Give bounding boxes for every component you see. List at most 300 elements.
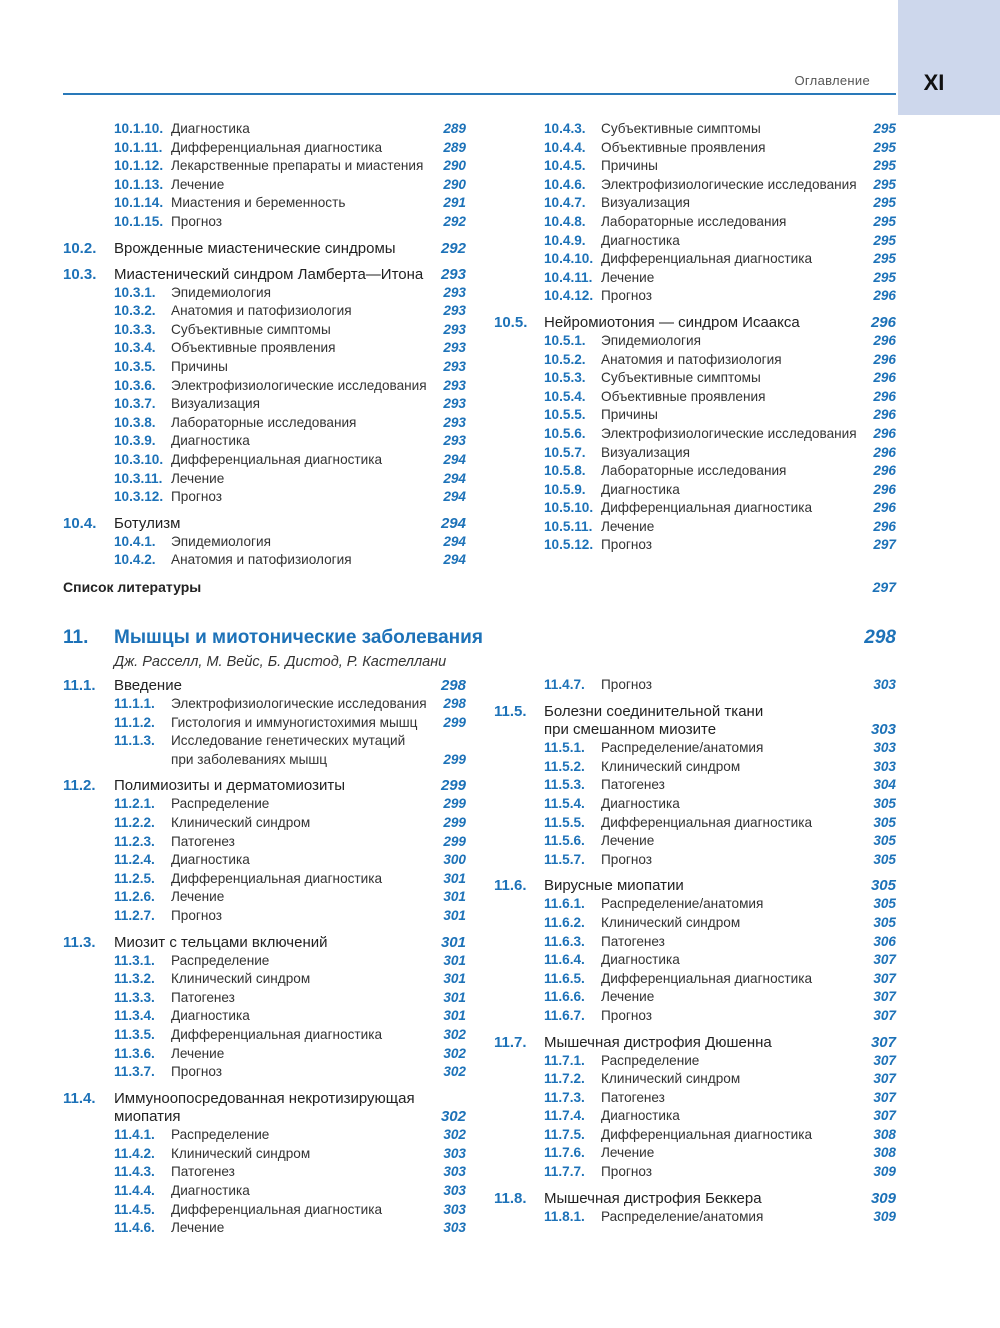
toc-entry-number: 11.6.3. [544, 933, 585, 949]
toc-entry-number: 10.5. [494, 313, 528, 331]
toc-entry-title: Причины [601, 158, 658, 174]
toc-entry-row[interactable] [63, 1219, 468, 1238]
toc-entry-row[interactable] [494, 1089, 896, 1108]
toc-entry-row[interactable] [494, 1144, 896, 1163]
toc-entry-row[interactable] [494, 369, 896, 388]
toc-entry-row[interactable] [494, 444, 896, 463]
toc-entry-page: 302 [443, 1026, 466, 1042]
toc-entry-title: Прогноз [171, 213, 222, 229]
toc-entry-row[interactable] [494, 194, 896, 213]
toc-entry-row[interactable] [63, 213, 468, 232]
toc-entry-page: 296 [873, 500, 896, 516]
toc-entry-row[interactable] [63, 1126, 468, 1145]
toc-entry-number: 10.3. [63, 265, 97, 283]
toc-entry-number: 10.3.8. [114, 414, 156, 430]
toc-entry-row[interactable] [63, 1145, 468, 1164]
toc-entry-page: 308 [873, 1145, 896, 1161]
toc-entry-number: 10.3.4. [114, 340, 156, 356]
toc-entry-title: Диагностика [171, 1183, 250, 1199]
toc-entry-title: Дифференциальная диагностика [171, 1201, 383, 1217]
toc-entry-title: Дифференциальная диагностика [171, 1026, 383, 1042]
header-rule [63, 93, 896, 95]
toc-entry-number: 10.4.3. [544, 121, 586, 136]
toc-entry-number: 11.6.2. [544, 914, 585, 930]
toc-entry-page: 303 [443, 1183, 466, 1199]
toc-entry-page: 295 [873, 158, 896, 174]
toc-entry-title: Субъективные симптомы [601, 370, 761, 386]
toc-entry-title: Лечение [171, 470, 225, 486]
running-header: Оглавление [794, 73, 870, 88]
toc-entry-row[interactable] [63, 302, 468, 321]
toc-entry-title: Прогноз [601, 288, 652, 304]
toc-entry-row[interactable] [494, 851, 896, 870]
toc-entry-number: 10.3.10. [114, 451, 164, 467]
toc-entry-number: 11.2.3. [114, 833, 155, 849]
toc-entry-row[interactable] [494, 721, 896, 740]
toc-entry-row[interactable] [494, 832, 896, 851]
toc-entry-title: Клинический синдром [601, 914, 741, 930]
toc-entry-title: Субъективные симптомы [171, 321, 331, 337]
toc-entry-row[interactable] [494, 139, 896, 158]
toc-entry-number: 10.3.11. [114, 470, 163, 486]
toc-entry-title: Прогноз [171, 907, 222, 923]
toc-entry-row[interactable] [63, 533, 468, 552]
toc-entry-page: 296 [873, 288, 896, 304]
toc-entry-page: 294 [443, 533, 466, 549]
toc-entry-title: Мышечная дистрофия Беккера [544, 1189, 762, 1207]
toc-entry-row[interactable] [494, 232, 896, 251]
toc-entry-number: 10.5.12. [544, 537, 594, 553]
toc-entry-row[interactable] [494, 739, 896, 758]
toc-entry-row[interactable] [494, 1107, 896, 1126]
toc-entry-number: 10.5.2. [544, 351, 586, 367]
toc-entry-row[interactable] [63, 176, 468, 195]
toc-entry-title: Нейромиотония — синдром Исаакса [544, 313, 800, 331]
toc-entry-row[interactable] [494, 795, 896, 814]
toc-entry-number: 10.4.11. [544, 269, 593, 285]
toc-entry-title: Диагностика [171, 121, 250, 136]
toc-entry-row[interactable] [63, 1163, 468, 1182]
toc-entry-page: 293 [443, 321, 466, 337]
toc-entry-title: Вирусные миопатии [544, 877, 684, 895]
toc-entry-title: Прогноз [171, 1064, 222, 1080]
toc-entry-title: Болезни соединительной ткани [544, 702, 764, 720]
toc-entry-row[interactable] [494, 1007, 896, 1026]
toc-entry-page: 295 [873, 251, 896, 267]
toc-entry-row[interactable] [63, 814, 468, 833]
toc-entry-number: 11.5.7. [544, 851, 585, 867]
toc-entry-number: 11.6. [494, 877, 527, 895]
toc-entry-number: 10.5.5. [544, 407, 586, 423]
toc-entry-page: 292 [440, 239, 466, 257]
toc-section-row[interactable] [63, 265, 468, 284]
toc-entry-row[interactable] [63, 194, 468, 213]
toc-entry-page: 294 [440, 514, 466, 532]
toc-entry-row[interactable] [494, 406, 896, 425]
toc-entry-page: 298 [440, 677, 466, 694]
toc-entry-title: Диагностика [601, 232, 680, 248]
toc-entry-title: Анатомия и патофизиология [601, 351, 782, 367]
page-number-tab [898, 0, 1000, 115]
toc-entry-title: Дифференциальная диагностика [601, 814, 813, 830]
toc-entry-number: 10.3.6. [114, 377, 156, 393]
toc-entry-row[interactable] [63, 1182, 468, 1201]
toc-entry-page: 302 [443, 1045, 466, 1061]
toc-section-row[interactable] [63, 514, 468, 533]
toc-entry-title: Клинический синдром [601, 758, 741, 774]
toc-entry-page: 305 [873, 795, 896, 811]
toc-entry-number: 10.5.4. [544, 388, 586, 404]
chapter-page[interactable]: 298 [864, 627, 896, 648]
toc-entry-number: 10.4.7. [544, 195, 586, 211]
toc-entry-title: Лечение [171, 889, 225, 905]
toc-entry-row[interactable] [63, 414, 468, 433]
toc-entry-number: 10.3.2. [114, 303, 156, 319]
toc-entry-title: Лабораторные исследования [601, 463, 787, 479]
toc-entry-title: Лечение [601, 269, 655, 285]
toc-entry-title: Патогенез [601, 777, 665, 793]
toc-entry-row[interactable] [63, 321, 468, 340]
toc-entry-row[interactable] [63, 907, 468, 926]
toc-entry-title: Дифференциальная диагностика [601, 970, 813, 986]
toc-entry-row[interactable] [63, 1201, 468, 1220]
toc-entry-title: Лечение [601, 833, 655, 849]
toc-entry-title: Клинический синдром [171, 971, 311, 987]
toc-entry-page: 305 [873, 833, 896, 849]
toc-entry-page: 301 [443, 870, 466, 886]
toc-bottom-right-column [494, 676, 896, 1226]
toc-entry-row[interactable] [494, 933, 896, 952]
toc-section-row[interactable] [63, 1089, 468, 1108]
toc-entry-row[interactable] [494, 1163, 896, 1182]
toc-entry-page: 293 [440, 265, 466, 283]
toc-section-row[interactable] [494, 1189, 896, 1208]
toc-entry-title: Клинический синдром [601, 1071, 741, 1087]
toc-entry-row[interactable] [63, 1045, 468, 1064]
toc-entry-title: Гистология и иммуногистохимия мышц [171, 714, 418, 730]
toc-entry-page: 305 [873, 814, 896, 830]
toc-entry-page: 293 [443, 414, 466, 430]
toc-entry-page: 302 [443, 1127, 466, 1143]
toc-entry-title: при заболеваниях мышц [171, 751, 328, 767]
toc-entry-number: 11.3.5. [114, 1026, 155, 1042]
toc-entry-row[interactable] [494, 287, 896, 306]
toc-entry-number: 11.2.7. [114, 907, 155, 923]
toc-entry-title: Дифференциальная диагностика [171, 870, 383, 886]
toc-entry-number: 11.1.2. [114, 714, 155, 730]
toc-entry-row[interactable] [63, 833, 468, 852]
toc-entry-page: 293 [443, 358, 466, 374]
toc-entry-page: 293 [443, 433, 466, 449]
toc-entry-number: 10.4.10. [544, 251, 594, 267]
toc-entry-row[interactable] [63, 157, 468, 176]
toc-entry-title: Визуализация [171, 396, 261, 412]
toc-entry-page: 296 [873, 332, 896, 348]
toc-entry-row[interactable] [63, 795, 468, 814]
toc-entry-title: Патогенез [601, 933, 665, 949]
toc-entry-row[interactable] [63, 732, 468, 751]
toc-entry-title: Прогноз [601, 1007, 652, 1023]
toc-entry-row[interactable] [63, 395, 468, 414]
toc-entry-title: Диагностика [601, 481, 680, 497]
toc-entry-title: Распределение [171, 1127, 270, 1143]
toc-entry-page: 296 [873, 370, 896, 386]
toc-entry-row[interactable] [494, 157, 896, 176]
toc-entry-title: при смешанном миозите [544, 720, 717, 738]
toc-entry-page: 307 [873, 1071, 896, 1087]
toc-entry-page: 307 [873, 1007, 896, 1023]
toc-entry-row[interactable] [63, 1108, 468, 1127]
toc-entry-number: 11.4.7. [544, 677, 585, 692]
toc-entry-page: 293 [443, 303, 466, 319]
toc-entry-row[interactable] [494, 176, 896, 195]
toc-entry-row[interactable] [494, 332, 896, 351]
toc-entry-number: 10.4.4. [544, 139, 586, 155]
toc-entry-row[interactable] [63, 488, 468, 507]
toc-entry-number: 11.6.6. [544, 989, 585, 1005]
toc-entry-number: 11.7.3. [544, 1089, 585, 1105]
toc-entry-page: 294 [443, 470, 466, 486]
toc-section-row[interactable] [63, 239, 468, 258]
toc-entry-row[interactable] [494, 895, 896, 914]
toc-entry-row[interactable] [494, 1070, 896, 1089]
toc-entry-title: Визуализация [601, 444, 691, 460]
toc-entry-title: Лечение [601, 518, 655, 534]
toc-entry-number: 11.4.4. [114, 1183, 155, 1199]
toc-entry-number: 10.4.5. [544, 158, 586, 174]
toc-entry-page: 296 [873, 463, 896, 479]
toc-entry-title: Полимиозиты и дерматомиозиты [114, 777, 345, 795]
toc-entry-page: 307 [873, 1108, 896, 1124]
toc-entry-page: 295 [873, 195, 896, 211]
toc-entry-title: Дифференциальная диагностика [171, 451, 383, 467]
toc-entry-page: 296 [873, 481, 896, 497]
toc-entry-row[interactable] [494, 970, 896, 989]
toc-section-row[interactable] [494, 313, 896, 332]
toc-entry-page: 293 [443, 377, 466, 393]
toc-section-row[interactable] [494, 702, 896, 721]
toc-entry-row[interactable] [63, 888, 468, 907]
toc-entry-number: 11.2. [63, 777, 96, 795]
toc-entry-row[interactable] [63, 751, 468, 770]
toc-entry-page: 304 [873, 777, 896, 793]
toc-entry-row[interactable] [63, 952, 468, 971]
toc-entry-row[interactable] [494, 481, 896, 500]
toc-entry-row[interactable] [494, 499, 896, 518]
toc-entry-number: 11.7. [494, 1033, 527, 1051]
toc-entry-number: 11.2.5. [114, 870, 155, 886]
toc-entry-title: Лабораторные исследования [601, 213, 787, 229]
toc-entry-page: 301 [440, 933, 466, 951]
toc-entry-number: 11.3.6. [114, 1045, 155, 1061]
toc-entry-number: 11.3.4. [114, 1008, 155, 1024]
toc-entry-page: 298 [443, 696, 466, 711]
toc-entry-number: 11.4.3. [114, 1164, 155, 1180]
toc-entry-number: 10.3.9. [114, 433, 156, 449]
toc-entry-row[interactable] [63, 284, 468, 303]
toc-entry-number: 11.5.3. [544, 777, 585, 793]
toc-entry-number: 10.4.6. [544, 176, 586, 192]
toc-entry-row[interactable] [63, 695, 468, 714]
toc-entry-title: Диагностика [171, 852, 250, 868]
toc-entry-page: 303 [873, 758, 896, 774]
toc-entry-page: 299 [443, 833, 466, 849]
toc-entry-number: 11.1.3. [114, 733, 155, 749]
toc-entry-page: 293 [443, 284, 466, 300]
toc-entry-row[interactable] [63, 714, 468, 733]
toc-entry-page: 300 [443, 852, 466, 868]
toc-entry-row[interactable] [494, 388, 896, 407]
toc-entry-page: 305 [873, 914, 896, 930]
toc-entry-page: 297 [873, 537, 896, 553]
toc-entry-title: Прогноз [601, 537, 652, 553]
toc-entry-row[interactable] [494, 914, 896, 933]
toc-entry-row[interactable] [63, 432, 468, 451]
toc-entry-number: 10.1.14. [114, 195, 164, 211]
toc-entry-number: 11.5.6. [544, 833, 585, 849]
toc-entry-row[interactable] [494, 951, 896, 970]
toc-entry-row[interactable] [63, 451, 468, 470]
toc-entry-number: 10.1.10. [114, 121, 164, 136]
toc-entry-number: 10.4.9. [544, 232, 586, 248]
toc-entry-number: 11.3.3. [114, 989, 155, 1005]
toc-entry-title: Ботулизм [114, 514, 181, 532]
toc-entry-row[interactable] [63, 120, 468, 139]
toc-entry-number: 11.2.6. [114, 889, 155, 905]
toc-entry-row[interactable] [494, 1052, 896, 1071]
toc-entry-row[interactable] [494, 462, 896, 481]
toc-entry-number: 11.7.4. [544, 1108, 585, 1124]
toc-entry-row[interactable] [494, 269, 896, 288]
toc-entry-number: 11.4.2. [114, 1145, 155, 1161]
toc-entry-number: 11.6.5. [544, 970, 585, 986]
toc-entry-number: 11.1.1. [114, 696, 155, 711]
toc-section-row[interactable] [63, 933, 468, 952]
toc-entry-row[interactable] [63, 139, 468, 158]
toc-entry-title: Электрофизиологические исследования [601, 425, 857, 441]
toc-entry-page: 296 [870, 313, 896, 331]
toc-entry-title: Эпидемиология [171, 533, 271, 549]
toc-entry-row[interactable] [63, 551, 468, 570]
toc-entry-row[interactable] [494, 250, 896, 269]
toc-entry-number: 11.2.1. [114, 796, 155, 812]
toc-entry-page: 303 [443, 1164, 466, 1180]
toc-entry-title: Электрофизиологические исследования [601, 176, 857, 192]
toc-entry-title: Исследование генетических мутаций [171, 733, 406, 749]
toc-entry-page: 303 [443, 1201, 466, 1217]
toc-entry-row[interactable] [494, 758, 896, 777]
toc-section-row[interactable] [63, 776, 468, 795]
toc-entry-row[interactable] [494, 776, 896, 795]
toc-entry-title: Мышечная дистрофия Дюшенна [544, 1033, 772, 1051]
toc-entry-row[interactable] [494, 518, 896, 537]
toc-entry-number: 11.7.2. [544, 1071, 585, 1087]
toc-entry-title: Распределение [601, 1052, 700, 1068]
toc-section-row[interactable] [494, 876, 896, 895]
toc-entry-number: 11.6.1. [544, 896, 585, 912]
toc-entry-row[interactable] [63, 870, 468, 889]
toc-entry-title: Причины [171, 358, 228, 374]
toc-entry-row[interactable] [63, 470, 468, 489]
toc-entry-row[interactable] [494, 676, 896, 695]
toc-entry-page: 293 [443, 396, 466, 412]
toc-entry-number: 10.4.1. [114, 533, 156, 549]
toc-entry-title: Эпидемиология [601, 332, 701, 348]
toc-entry-title: Лечение [171, 1045, 225, 1061]
toc-section-row[interactable] [494, 1033, 896, 1052]
toc-entry-number: 11.7.7. [544, 1164, 585, 1180]
toc-entry-title: Прогноз [601, 677, 652, 692]
chapter-title[interactable]: Мышцы и миотонические заболевания [114, 627, 483, 648]
toc-entry-number: 11.4. [63, 1089, 96, 1107]
toc-entry-row[interactable] [494, 120, 896, 139]
toc-entry-number: 10.3.1. [114, 284, 156, 300]
toc-entry-title: Миастения и беременность [171, 195, 346, 211]
toc-entry-title: Объективные проявления [601, 388, 766, 404]
toc-entry-row[interactable] [63, 339, 468, 358]
toc-entry-page: 299 [443, 796, 466, 812]
toc-entry-title: Распределение [171, 796, 270, 812]
toc-entry-page: 299 [443, 814, 466, 830]
toc-entry-title: миопатия [114, 1107, 181, 1125]
toc-entry-row[interactable] [494, 213, 896, 232]
toc-entry-title: Диагностика [601, 952, 680, 968]
toc-entry-row[interactable] [63, 970, 468, 989]
toc-entry-title: Патогенез [601, 1089, 665, 1105]
toc-entry-page: 302 [443, 1064, 466, 1080]
references-page[interactable]: 297 [872, 579, 896, 595]
toc-entry-page: 295 [873, 269, 896, 285]
toc-entry-page: 296 [873, 425, 896, 441]
toc-entry-title: Лабораторные исследования [171, 414, 357, 430]
toc-entry-title: Прогноз [601, 1164, 652, 1180]
toc-entry-number: 10.3.12. [114, 489, 164, 505]
toc-entry-number: 10.4.2. [114, 552, 156, 568]
toc-entry-row[interactable] [63, 377, 468, 396]
toc-entry-number: 11.5.2. [544, 758, 585, 774]
toc-entry-row[interactable] [494, 425, 896, 444]
toc-entry-row[interactable] [63, 1007, 468, 1026]
toc-entry-row[interactable] [63, 989, 468, 1008]
toc-entry-row[interactable] [63, 1063, 468, 1082]
references-title[interactable]: Список литературы [63, 579, 202, 595]
toc-entry-row[interactable] [494, 1126, 896, 1145]
toc-entry-title: Дифференциальная диагностика [601, 500, 813, 516]
toc-entry-row[interactable] [494, 988, 896, 1007]
toc-entry-title: Объективные проявления [171, 340, 336, 356]
toc-entry-number: 11.7.6. [544, 1145, 585, 1161]
toc-entry-row[interactable] [63, 1026, 468, 1045]
toc-entry-number: 10.1.11. [114, 139, 163, 155]
toc-entry-number: 10.3.5. [114, 358, 156, 374]
toc-entry-page: 296 [873, 518, 896, 534]
toc-entry-row[interactable] [494, 536, 896, 555]
toc-entry-row[interactable] [494, 1208, 896, 1227]
toc-entry-page: 307 [873, 989, 896, 1005]
toc-entry-row[interactable] [63, 358, 468, 377]
toc-entry-title: Клинический синдром [171, 814, 311, 830]
toc-entry-title: Дифференциальная диагностика [171, 139, 383, 155]
toc-entry-number: 10.4.8. [544, 213, 586, 229]
toc-entry-number: 10.4. [63, 514, 97, 532]
toc-section-row[interactable] [63, 676, 468, 695]
toc-entry-title: Диагностика [171, 1008, 250, 1024]
toc-entry-title: Распределение/анатомия [601, 896, 764, 912]
toc-entry-row[interactable] [494, 351, 896, 370]
toc-entry-page: 303 [870, 720, 896, 738]
toc-entry-row[interactable] [63, 851, 468, 870]
toc-entry-row[interactable] [494, 814, 896, 833]
